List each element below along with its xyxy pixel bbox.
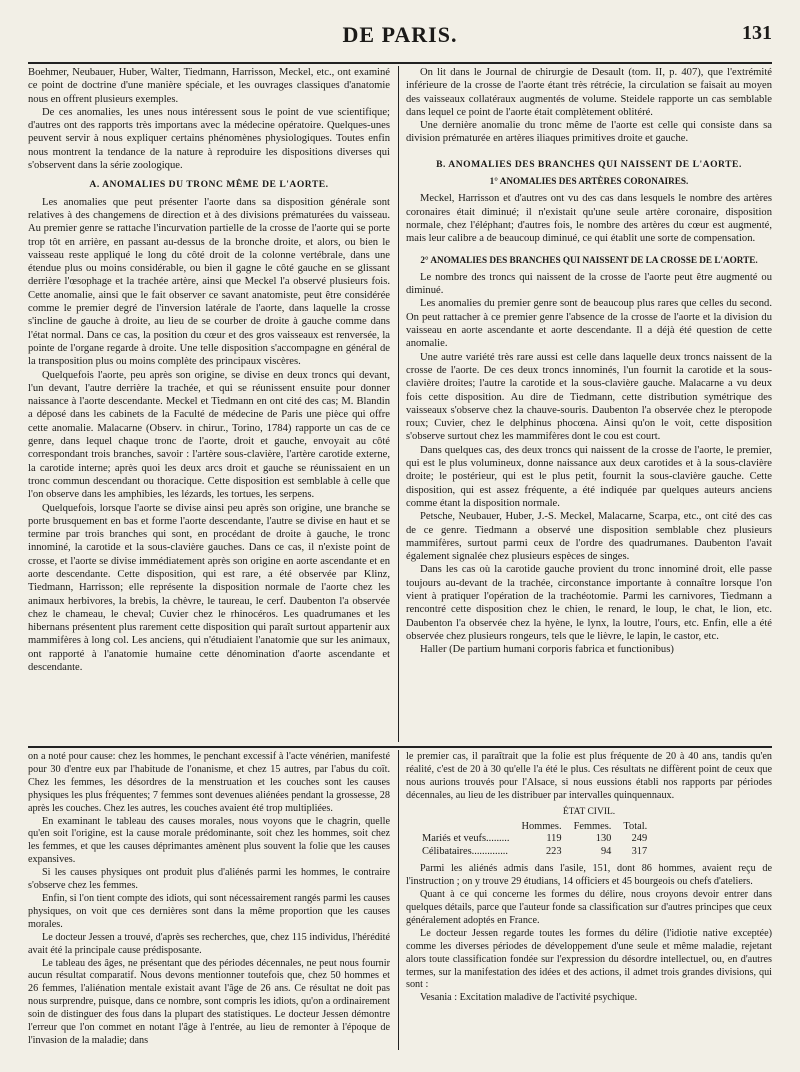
paragraph: Les anomalies du premier genre sont de beaucoup plus rares que celles du second. On peut rattacher à ce premier genre l'absence de la crosse de l'aorte et la division du vaisseau en aorte ascendante et aorte descendante. Il a déjà été question de cette anomalie.: [406, 298, 772, 350]
cell-hommes: 223: [545, 846, 562, 858]
cell-total: 249: [631, 833, 648, 845]
lower-left-column: [28, 751, 390, 1051]
paragraph: Si les causes physiques ont produit plus d'aliénés parmi les hommes, le contraire s'observe chez les femmes.: [28, 867, 390, 892]
paragraph: Quant à ce qui concerne les formes du délire, nous croyons devoir entrer dans quelques détails, parce que l'auteur fonde sa classification sur d'autres principes que ceux généralement adoptés en France.: [406, 889, 772, 926]
paragraph: Vesania : Excitation maladive de l'activité psychique.: [420, 992, 638, 1004]
cell-hommes: 119: [546, 833, 562, 845]
subsection-heading-b1: 1° ANOMALIES DES ARTÈRES CORONAIRES.: [489, 176, 689, 187]
page-header: [28, 22, 772, 50]
paragraph: Une autre variété très rare aussi est celle dans laquelle deux troncs naissent de la crosse de l'aorte. De ces deux troncs innominés, l'un fournit la carotide et la sous-clavière droites; l'autre la carotide et la sous-clavière gauche. Malacarne a vu deux fois cette disposition. Au dire de Tiedmann, cette distribution symétrique des vaisseaux s'observe chez la chauve-souris. Daubenton l'a observée chez le pteropode roux; Cuvier, chez le delphinus phocœna. Ainsi qu'on le voit, cette disposition s'observe surtout chez les mammifères dont le cou est court.: [406, 351, 772, 443]
lower-right-column: [406, 751, 772, 1051]
paragraph: Petsche, Neubauer, Huber, J.-S. Meckel, Malacarne, Scarpa, etc., ont cité des cas de ce genre. Tiedmann a observé une disposition semblable chez plusieurs mammifères, surtout parmi ceux de l'ordre des quadrumanes. Daubenton l'avait également signalée chez plusieurs espèces de singes.: [406, 511, 772, 563]
table-row: [422, 846, 653, 859]
paragraph: Le tableau des âges, ne présentant que des périodes décennales, ne peut nous fournir aucun résultat comparatif. Nous devons mentionner toutefois que, chez 50 hommes et 26 femmes, l'aliénation mentale existait avant l'âge de 26 ans. Ce résultat ne doit pas nous surprendre, puisque, dans ce nombre, sont compris les idiots, qu'on a ordinairement soin de distinguer des fous dans la plupart des statistiques. Le docteur Jessen démontre l'erreur que l'on commet en notant l'âge à l'entrée, au lieu de remonter à l'époque de l'invasion de la maladie; dans: [28, 957, 390, 1046]
paragraph: Enfin, si l'on tient compte des idiots, qui sont nécessairement rangés parmi les causes physiques, on voit que ces dernières sont dans la même proportion que les causes morales.: [28, 892, 390, 930]
cell-femmes: 94: [600, 846, 612, 858]
paragraph: Haller (De partium humani corporis fabrica et functionibus): [420, 644, 674, 656]
paragraph: Dans les cas où la carotide gauche provient du tronc innominé droit, elle passe toujours au-devant de la trachée, circonstance importante à connaître lorsque l'on vient à pratiquer l'opération de la trachéotomie. Parmi les carnivores, Tiedmann a rencontré cette disposition chez le chien, le renard, le loup, le chat, le lion, etc. Daubenton l'a observée chez la hyène, le lynx, la loutre, l'ours, etc. Enfin, elle a été observée chez plusieurs rongeurs, tels que le lièvre, le lapin, le castor, etc.: [406, 564, 772, 642]
paragraph: le premier cas, il paraîtrait que la folie est plus fréquente de 20 à 40 ans, tandis qu'en réalité, c'est de 20 à 30 qu'elle l'a été le plus. Ces résultats ne diffèrent point de ceux que nous aurions trouvés pour l'Alsace, si nous eussions établi nos rapports par périodes décennales, au lieu de les distribuer par intervalles quinquennaux.: [406, 751, 772, 801]
paragraph: Les anomalies que peut présenter l'aorte dans sa disposition générale sont relatives à des changemens de direction et à des divisions prématurées du vaisseau. Au premier genre se rattache l'incurvation partielle de la crosse de l'aorte qui se porte trop tôt en arrière, en passant au-dessus de la bronche droite, et alors, ou bien le vaisseau reste appliqué le long du côté droit de la colonne vertébrale, dans une étendue plus ou moins considérable, ou bien il gagne le côté gauche en se glissant derrière l'œsophage et la trachée artère, ainsi que Meckel l'a observé plusieurs fois. Cette anomalie, ainsi que le fait observer ce savant anatomiste, peut être considérée comme le premier degré de l'inversion latérale de l'aorte, dans laquelle la crosse s'incline de gauche à droite, au lieu de se courber de droite à gauche comme dans l'état normal. Dans ce cas, la position du cœur et des gros vaisseaux est renversée, la pointe de l'organe regarde à droite. Une telle disposition s'accompagne en général de la transposition plus ou moins complète des principaux viscères.: [28, 196, 390, 368]
paragraph: Le docteur Jessen a trouvé, d'après ses recherches, que, chez 115 individus, l'hérédité avait été la principale cause prédisposante.: [28, 931, 390, 956]
upper-column-divider: [398, 66, 399, 742]
table-row: [422, 833, 653, 846]
section-heading-b: B. ANOMALIES DES BRANCHES QUI NAISSENT DE L'AORTE.: [436, 158, 742, 170]
paragraph: on a noté pour cause: chez les hommes, le penchant excessif à l'acte vénérien, manifesté pour 30 d'entre eux par l'habitude de l'onanisme, et chez 15 autres, par l'abus du coït. Chez les femmes, les désordres de la menstruation et les couches sont les causes physiques les plus fréquentes; 7 femmes sont devenues aliénées pendant la grossesse, 28 après les couches. Chez les autres, les couches avaient été trop multipliées.: [28, 751, 390, 814]
page-number: 131: [742, 22, 772, 44]
header-cell: [422, 821, 515, 834]
paragraph: On lit dans le Journal de chirurgie de Desault (tom. II, p. 407), que l'extrémité inférieure de la crosse de l'aorte étant très rétrécie, la circulation se faisait au moyen des vaisseaux collatéraux augmentés de volume. Steidele rapporte un cas semblable dans lequel ce point de l'aorte était complètement oblitéré.: [406, 67, 772, 118]
lower-column-divider: [398, 750, 399, 1050]
paragraph: De ces anomalies, les unes nous intéressent sous le point de vue scientifique; d'autres ont des rapports très importans avec la médecine opératoire. Quelques-unes peuvent servir à nous expliquer certains phénomènes physiologiques. Toutes enfin nous montrent la tendance de la nature à reproduire les dispositions diverses qui s'observent dans la série zoologique.: [28, 106, 390, 172]
row-label: Mariés et veufs.........: [422, 833, 510, 845]
section-separator-rule: [28, 746, 772, 748]
subsection-heading-b2: 2° ANOMALIES DES BRANCHES QUI NAISSENT DE LA CROSSE DE L'AORTE.: [420, 254, 758, 265]
paragraph: Boehmer, Neubauer, Huber, Walter, Tiedmann, Harrisson, Meckel, etc., ont examiné ce point de doctrine d'une manière spéciale, et les ouvrages classiques d'anatomie nous en offrent plusieurs exemples.: [28, 67, 390, 105]
paragraph: Dans quelques cas, des deux troncs qui naissent de la crosse de l'aorte, le premier, qui est le plus volumineux, donne naissance aux deux carotides et à la sous-clavière droite; le postérieur, qui est le plus petit, fournit la sous-clavière gauche. Cette disposition, qui est assez fréquente, a été indiquée par quelques auteurs anciens comme étant la disposition normale.: [406, 444, 772, 509]
cell-femmes: 130: [595, 833, 612, 845]
table-header-row: [422, 821, 653, 834]
paragraph: En examinant le tableau des causes morales, nous voyons que le chagrin, quelle qu'en soit l'origine, est la cause morale prédominante, soit chez les hommes, soit chez les femmes, et que les causes déprimantes amènent plus souvent la folie que les causes expansives.: [28, 815, 390, 866]
paragraph: Le docteur Jessen regarde toutes les formes du délire (l'idiotie native exceptée) comme les diverses périodes de développement d'une seule et même maladie, rejetant alors toute classification fondée sur l'expression du désordre intellectuel, ou, en d'autres termes, sur la manifestation des idées et des actions, il admet trois grandes divisions, qui sont :: [406, 927, 772, 991]
paragraph: Parmi les aliénés admis dans l'asile, 151, dont 86 hommes, avaient reçu de l'instruction ; on y trouve 29 étudians, 14 officiers et 45 bourgeois ou chefs d'ateliers.: [406, 863, 772, 888]
paragraph: Une dernière anomalie du tronc même de l'aorte est celle qui consiste dans sa division prématurée en artères iliaques primitives droite et gauche.: [406, 120, 772, 145]
masthead-title: DE PARIS.: [342, 22, 458, 47]
header-cell: Femmes.: [573, 820, 612, 832]
table-caption: ÉTAT CIVIL.: [562, 806, 616, 817]
header-rule: [28, 62, 772, 64]
upper-left-column: [28, 66, 390, 742]
row-label: Célibataires..............: [422, 846, 508, 858]
upper-right-column: [406, 66, 772, 742]
etat-civil-table: [422, 821, 653, 860]
header-cell: Total.: [623, 820, 648, 832]
paragraph: Quelquefois l'aorte, peu après son origine, se divise en deux troncs qui devant, l'un devant, l'autre derrière la trachée, et qui se réunissent ensuite pour donner naissance à l'aorte descendante. Meckel et Tiedmann en ont cité des cas; M. Blandin a déposé dans les cabinets de la Faculté de médecine de Paris une pièce qui offre cette anomalie. Malacarne (Observ. in chirur., Torino, 1784) rapporte un cas de ce genre, dans lequel chaque tronc de l'aorte, droit et gauche, envoyait au côté correspondant trois branches, savoir : l'artère sous-clavière, l'artère carotide externe, la carotide interne; après quoi les deux arcs droit et gauche se réunissaient en un tronc commun descendant ou thoracique. Cette disposition est semblable à celle que l'on observe dans les amphibies, les lézards, les tortues, les serpens.: [28, 369, 390, 501]
header-cell: Hommes.: [521, 820, 562, 832]
paragraph: Le nombre des troncs qui naissent de la crosse de l'aorte peut être augmenté ou diminué.: [406, 271, 772, 297]
section-heading-a: A. ANOMALIES DU TRONC MÊME DE L'AORTE.: [89, 179, 329, 191]
paragraph: Meckel, Harrisson et d'autres ont vu des cas dans lesquels le nombre des artères coronaires était diminué; il n'existait qu'une seule artère coronaire, disposition normale, chez l'éléphant; d'autres fois, le nombre des artères du cœur est augmenté, mais leur calibre a de beaucoup diminué, ce qui établit une sorte de compensation.: [406, 193, 772, 245]
cell-total: 317: [631, 846, 648, 858]
paragraph: Quelquefois, lorsque l'aorte se divise ainsi peu après son origine, une branche se porte brusquement en bas et forme l'aorte descendante, l'autre se divise en haut et se termine par trois branches qui sont, en procédant de droite à gauche, le tronc innominé, la carotide et la sous-clavière gauches. Dans ce cas, il n'existe point de crosse, et l'aorte se divise immédiatement après son origine en aorte ascendante et en aorte descendante. Cette disposition, qui est rare, a été observée par Klinz, Tiedmann, Harrisson; elle représente la disposition normale de l'aorte chez les animaux herbivores, la brebis, la chèvre, le taureau, le cerf. Daubenton l'a observée chez le chameau, le cheval; Cuvier chez le rhinocéros. Les quadrumanes et les hibernans présentent plus rarement cette disposition qui paraît surtout appartenir aux mammifères à long col. Les anciens, qui n'étudiaient l'anatomie que sur les animaux, ont rapporté à l'anatomie humaine cette dénomination d'aorte ascendante et descendante.: [28, 502, 390, 674]
